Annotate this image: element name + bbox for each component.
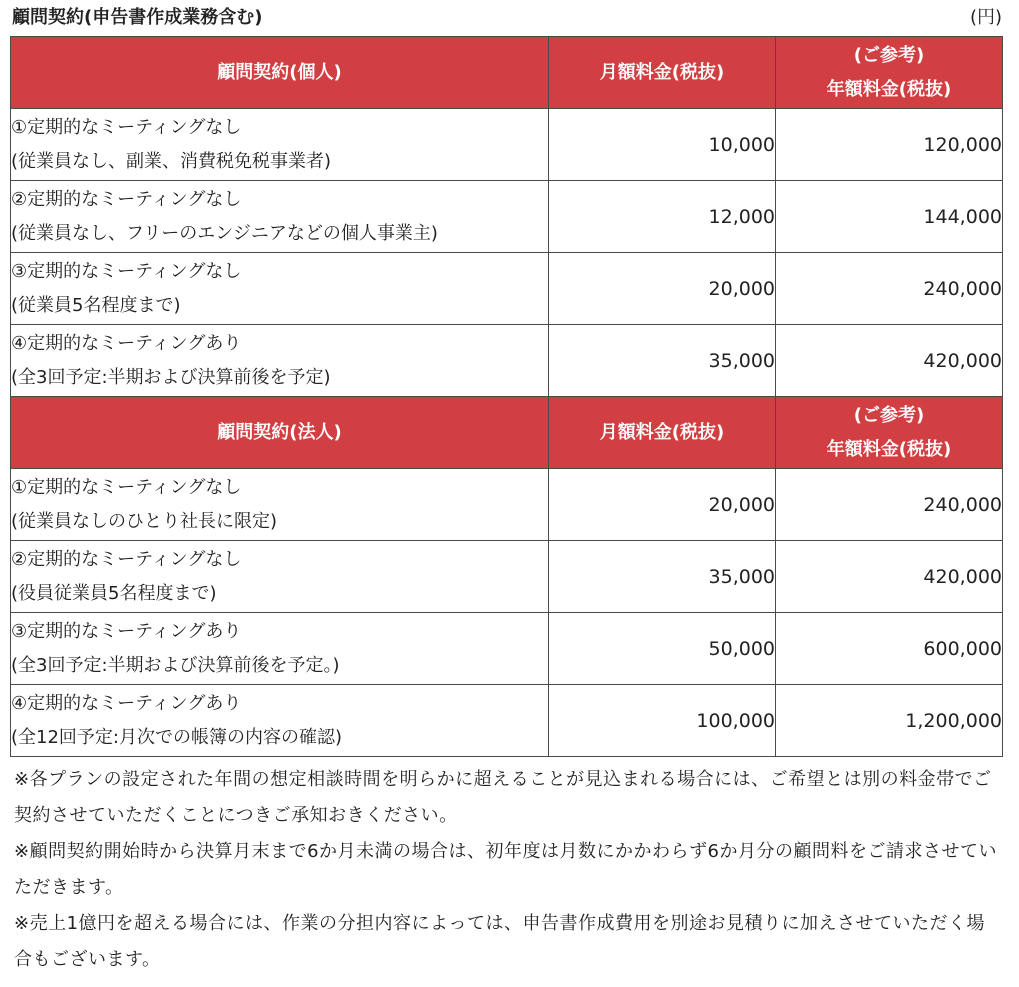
plan-cell <box>11 613 549 685</box>
plan-cell <box>11 253 549 325</box>
annual-fee: 420,000 <box>776 325 1003 397</box>
plan-condition: (従業員5名程度まで) <box>11 294 181 316</box>
plan-name: ④定期的なミーティングあり <box>11 692 242 714</box>
table-row <box>11 469 1003 541</box>
plan-condition: (全12回予定:月次での帳簿の内容の確認) <box>11 726 343 748</box>
annual-fee: 240,000 <box>776 469 1003 541</box>
annual-fee: 144,000 <box>776 181 1003 253</box>
currency-unit: (円) <box>969 7 1002 28</box>
table-row <box>11 685 1003 757</box>
plan-name: ③定期的なミーティングなし <box>11 260 242 282</box>
table-row <box>11 613 1003 685</box>
note-item: ※各プランの設定された年間の想定相談時間を明らかに超えることが見込まれる場合には、ご希望とは別の料金帯でご契約させていただくことにつきご承知おきください。 <box>14 769 992 826</box>
table-row <box>11 541 1003 613</box>
note-item: ※売上1億円を超える場合には、作業の分担内容によっては、申告書作成費用を別途お見積りに加えさせていただく場合もございます。 <box>14 913 986 970</box>
header-annual-note: (ご参考) <box>853 404 925 426</box>
monthly-fee: 20,000 <box>549 253 776 325</box>
table-row <box>11 325 1003 397</box>
plan-condition: (全3回予定:半期および決算前後を予定。) <box>11 654 340 676</box>
plan-cell <box>11 685 549 757</box>
section-header-row <box>11 397 1003 469</box>
annual-fee: 1,200,000 <box>776 685 1003 757</box>
note-item: ※顧問契約開始時から決算月末まで6か月未満の場合は、初年度は月数にかかわらず6か月分の顧問料をご請求させていただきます。 <box>14 841 997 898</box>
header-annual-label: 年額料金(税抜) <box>826 78 952 100</box>
plan-cell <box>11 541 549 613</box>
plan-condition: (役員従業員5名程度まで) <box>11 582 217 604</box>
monthly-fee: 10,000 <box>549 109 776 181</box>
plan-cell <box>11 469 549 541</box>
header-plan: 顧問契約(法人) <box>11 397 549 469</box>
monthly-fee: 50,000 <box>549 613 776 685</box>
monthly-fee: 12,000 <box>549 181 776 253</box>
monthly-fee: 35,000 <box>549 541 776 613</box>
header-annual-note: (ご参考) <box>853 44 925 66</box>
table-row <box>11 109 1003 181</box>
header-monthly: 月額料金(税抜) <box>549 397 776 469</box>
fee-table-body <box>11 37 1003 757</box>
plan-name: ①定期的なミーティングなし <box>11 116 242 138</box>
title-row <box>12 4 1002 32</box>
plan-condition: (全3回予定:半期および決算前後を予定) <box>11 366 331 388</box>
header-monthly: 月額料金(税抜) <box>549 37 776 109</box>
plan-name: ①定期的なミーティングなし <box>11 476 242 498</box>
plan-name: ④定期的なミーティングあり <box>11 332 242 354</box>
header-annual <box>776 397 1003 469</box>
header-annual <box>776 37 1003 109</box>
plan-condition: (従業員なし、フリーのエンジニアなどの個人事業主) <box>11 222 438 244</box>
annual-fee: 420,000 <box>776 541 1003 613</box>
fee-table <box>10 36 1003 757</box>
monthly-fee: 100,000 <box>549 685 776 757</box>
annual-fee: 120,000 <box>776 109 1003 181</box>
monthly-fee: 35,000 <box>549 325 776 397</box>
plan-cell <box>11 109 549 181</box>
plan-cell <box>11 181 549 253</box>
notes <box>14 762 999 978</box>
plan-name: ②定期的なミーティングなし <box>11 188 242 210</box>
header-annual-label: 年額料金(税抜) <box>826 438 952 460</box>
plan-condition: (従業員なし、副業、消費税免税事業者) <box>11 150 332 172</box>
header-plan: 顧問契約(個人) <box>11 37 549 109</box>
annual-fee: 240,000 <box>776 253 1003 325</box>
section-header-row <box>11 37 1003 109</box>
table-row <box>11 181 1003 253</box>
annual-fee: 600,000 <box>776 613 1003 685</box>
table-row <box>11 253 1003 325</box>
plan-condition: (従業員なしのひとり社長に限定) <box>11 510 278 532</box>
plan-name: ③定期的なミーティングあり <box>11 620 242 642</box>
plan-cell <box>11 325 549 397</box>
plan-name: ②定期的なミーティングなし <box>11 548 242 570</box>
monthly-fee: 20,000 <box>549 469 776 541</box>
document-title: 顧問契約(申告書作成業務含む) <box>12 7 263 28</box>
